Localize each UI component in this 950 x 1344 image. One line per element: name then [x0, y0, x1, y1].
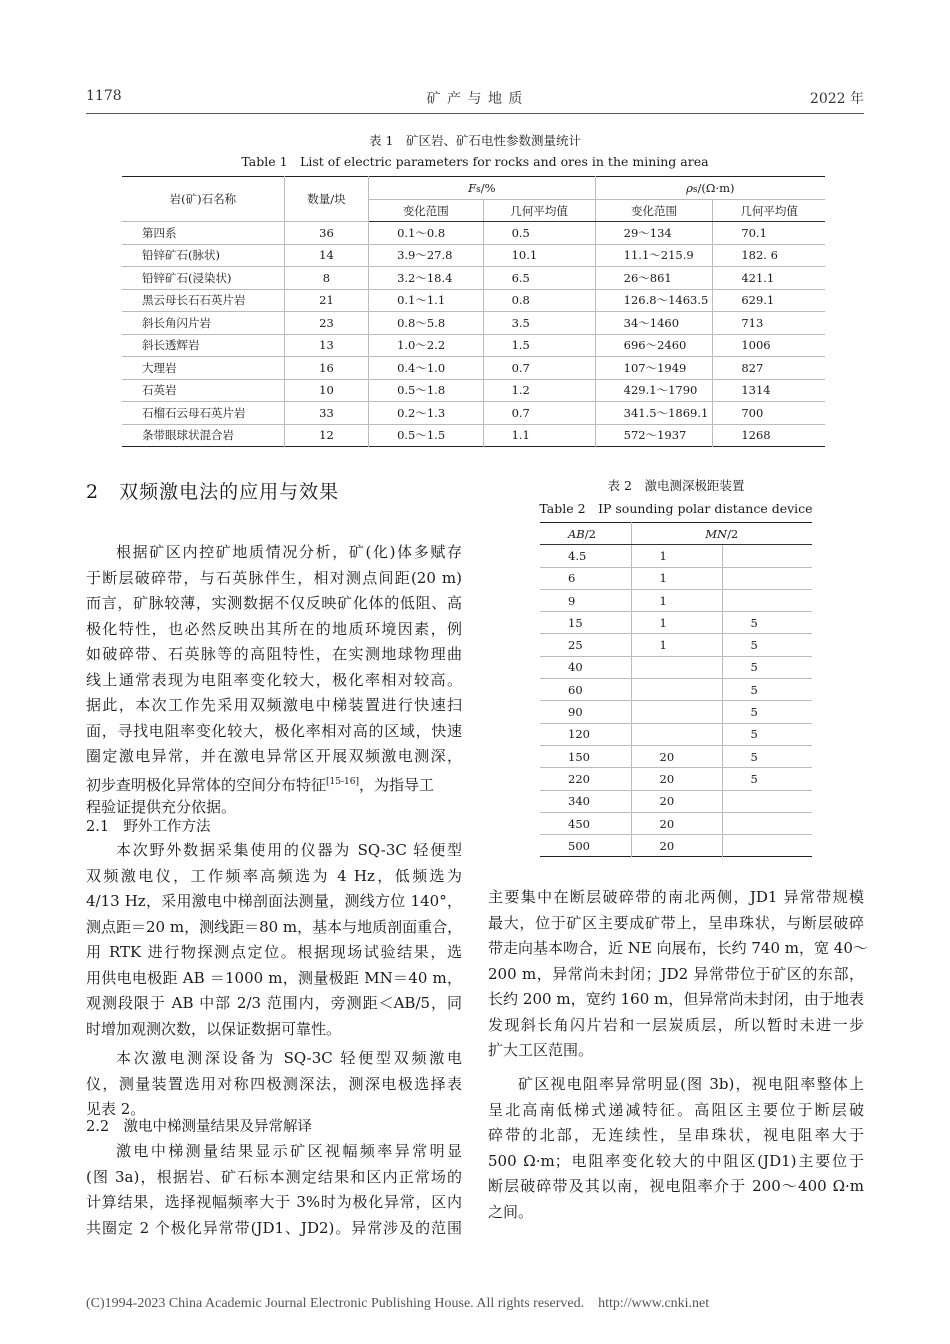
table-cell-mn-a: 20 — [631, 768, 722, 790]
text-line: 带走向基本吻合，近 NE 向展布，长约 740 m，宽 40～ — [488, 939, 868, 957]
result-paragraph — [86, 1139, 462, 1241]
table-cell-mn-b: 5 — [722, 612, 812, 634]
table-row — [540, 790, 812, 812]
text-segment: 初步查明极化异常体的空间分布特征 — [86, 775, 327, 794]
table-cell-name: 条带眼球状混合岩 — [142, 428, 234, 443]
table1-group-rho: ρs/(Ω·m) — [595, 177, 825, 200]
table-row — [540, 656, 812, 678]
copyright-text: (C)1994-2023 China Academic Journal Electronic Publishing House. All rights reserved. — [86, 1296, 585, 1311]
table-cell-count: 21 — [284, 289, 368, 312]
text-line: 仪，测量装置选用对称四极测深法，测深电极选择表 — [86, 1074, 462, 1093]
table-cell-mn-b — [722, 567, 812, 589]
text-line: 程验证提供充分依据。 — [86, 798, 237, 816]
table-cell-fs-mean: 1.2 — [483, 379, 595, 402]
publication-year: 2022 年 — [809, 91, 864, 107]
copyright-footer — [86, 1296, 709, 1312]
table-cell-count: 13 — [284, 334, 368, 357]
table-row — [540, 812, 812, 834]
table-cell-fs-mean: 6.5 — [483, 267, 595, 290]
table-cell-fs-range: 0.5～1.5 — [369, 424, 483, 447]
subsection-2-1-title: 2.1 野外工作方法 — [86, 819, 211, 835]
table-cell-ab: 500 — [568, 838, 590, 853]
table1-fs-range-header: 变化范围 — [369, 200, 483, 222]
table2-col-mn: MN/2 — [631, 523, 812, 545]
table-row — [540, 723, 812, 745]
table-cell-mn-a: 20 — [631, 812, 722, 834]
table-row — [122, 402, 825, 425]
table-cell-rho-mean: 629.1 — [713, 289, 825, 312]
table-cell-fs-range: 0.4～1.0 — [369, 357, 483, 380]
text-line: 200 m，异常尚未封闭；JD2 异常带位于矿区的东部， — [488, 964, 864, 983]
sounding-paragraph — [86, 1046, 462, 1123]
table1-group-fs: Fs/% — [369, 177, 596, 200]
table1-caption-cn: 表 1 矿区岩、矿石电性参数测量统计 — [369, 133, 581, 148]
citation: [15-16] — [326, 776, 359, 787]
table-cell-mn-a: 1 — [631, 634, 722, 656]
text-line: 见表 2。 — [86, 1100, 146, 1118]
table-cell-rho-range: 29～134 — [595, 222, 713, 245]
table-cell-rho-range: 429.1～1790 — [595, 379, 713, 402]
field-method-paragraph — [86, 838, 462, 1042]
subsection-2-2-title: 2.2 激电中梯测量结果及异常解译 — [86, 1119, 313, 1135]
table-cell-fs-mean: 1.1 — [483, 424, 595, 447]
resistivity-paragraph — [488, 1072, 864, 1225]
table-cell-mn-a — [631, 701, 722, 723]
table-cell-count: 10 — [284, 379, 368, 402]
text-line: 矿区视电阻率异常明显(图 3b)，视电阻率整体上 — [518, 1075, 864, 1093]
table-row — [540, 589, 812, 611]
cnki-link[interactable]: http://www.cnki.net — [598, 1296, 710, 1311]
table-row — [540, 545, 812, 567]
table1-rho-range-header: 变化范围 — [595, 200, 713, 222]
table-row — [540, 701, 812, 723]
text-line: 圈定激电异常，并在激电异常区开展双频激电测深， — [86, 747, 462, 765]
text-line: 扩大工区范围。 — [488, 1041, 594, 1059]
section-2-title: 2 双频激电法的应用与效果 — [86, 481, 340, 503]
table-cell-ab: 40 — [540, 656, 631, 678]
table-cell-ab: 120 — [540, 723, 631, 745]
table-cell-fs-range: 1.0～2.2 — [369, 334, 483, 357]
text-line: 双频激电仪，工作频率高频选为 4 Hz，低频选为 — [86, 866, 462, 885]
text-line: 根据矿区内控矿地质情况分析，矿(化)体多赋存 — [116, 543, 462, 561]
table-cell-mn-b — [722, 545, 812, 567]
page-number: 1178 — [86, 88, 122, 104]
table-cell-count: 8 — [284, 267, 368, 290]
table-cell-rho-mean: 70.1 — [713, 222, 825, 245]
text-line: 呈北高南低梯式递减特征。高阻区主要位于断层破 — [488, 1100, 864, 1119]
text-line: 而言，矿脉较薄，实测数据不仅反映矿化体的低阻、高 — [86, 594, 462, 612]
table-cell-fs-range: 0.1～1.1 — [369, 289, 483, 312]
table-cell-mn-a: 20 — [631, 835, 722, 857]
text-line: 发现斜长角闪片岩和一层炭质层，所以暂时未进一步 — [488, 1015, 864, 1034]
table-cell-rho-range: 107～1949 — [595, 357, 713, 380]
table1-col-name: 岩(矿)石名称 — [122, 177, 284, 222]
ip-sounding-device-table — [540, 522, 812, 857]
table-cell-fs-range: 0.5～1.8 — [369, 379, 483, 402]
table-cell-ab: 9 — [540, 589, 631, 611]
table-row — [122, 334, 825, 357]
text-line: 极化特性，也必然反映出其所在的地质环境因素，例 — [86, 619, 462, 638]
table-cell-mn-a: 1 — [631, 612, 722, 634]
table2-caption-en: Table 2 IP sounding polar distance device — [539, 501, 813, 516]
text-line: 本次激电测深设备为 SQ-3C 轻便型双频激电 — [116, 1049, 462, 1067]
table-row — [540, 634, 812, 656]
table-row — [540, 835, 812, 857]
table-cell-count: 23 — [284, 312, 368, 335]
electric-parameters-table — [122, 176, 825, 447]
table-row — [122, 312, 825, 335]
table-cell-ab: 60 — [540, 679, 631, 701]
table-cell-fs-mean: 3.5 — [483, 312, 595, 335]
table-cell-rho-mean: 1006 — [713, 334, 825, 357]
table-cell-name: 斜长透辉岩 — [122, 334, 284, 357]
table-cell-mn-b — [722, 790, 812, 812]
text-line: 测点距＝20 m，测线距＝80 m，基本与地质剖面重合， — [86, 917, 463, 936]
table1-header-row — [122, 177, 825, 200]
table-cell-mn-b: 5 — [722, 745, 812, 767]
table-cell-mn-a: 1 — [631, 545, 722, 567]
table-cell-count: 12 — [284, 424, 368, 447]
table-cell-rho-range: 26～861 — [595, 267, 713, 290]
table-cell-rho-range: 11.1～215.9 — [595, 244, 713, 267]
table-cell-rho-range: 341.5～1869.1 — [595, 402, 713, 425]
table-cell-ab: 25 — [540, 634, 631, 656]
table-cell-fs-mean: 0.5 — [483, 222, 595, 245]
text-line: 本次野外数据采集使用的仪器为 SQ-3C 轻便型 — [116, 841, 462, 859]
table-cell-mn-b — [722, 589, 812, 611]
table-cell-ab: 90 — [540, 701, 631, 723]
table-cell-name: 黑云母长石石英片岩 — [122, 289, 284, 312]
table-row — [122, 424, 825, 447]
table-cell-ab: 150 — [540, 745, 631, 767]
table-row — [122, 267, 825, 290]
table1-caption-en: Table 1 List of electric parameters for rocks and ores in the mining area — [241, 154, 709, 169]
table-row — [122, 244, 825, 267]
table-cell-fs-mean: 0.7 — [483, 357, 595, 380]
table1-fs-mean-header: 几何平均值 — [483, 200, 595, 222]
table-cell-mn-b: 5 — [722, 656, 812, 678]
table-row — [122, 357, 825, 380]
table-cell-ab: 220 — [540, 768, 631, 790]
table-cell-mn-b: 5 — [722, 723, 812, 745]
text-line: 线上通常表现为电阻率变化较大，极化率相对较高。 — [86, 670, 462, 689]
text-line: 长约 200 m，宽约 160 m，但异常尚未封闭，由于地表 — [488, 990, 864, 1008]
table-row — [540, 679, 812, 701]
table-cell-name: 大理岩 — [122, 357, 284, 380]
table-row — [122, 289, 825, 312]
table-cell-mn-b — [722, 835, 812, 857]
text-line: 时增加观测次数，以保证数据可靠性。 — [86, 1019, 342, 1038]
table-cell-rho-mean: 827 — [713, 357, 825, 380]
table-cell-ab: 340 — [540, 790, 631, 812]
table1-col-count: 数量/块 — [284, 177, 368, 222]
table-cell-mn-b: 5 — [722, 679, 812, 701]
table-cell-rho-mean: 421.1 — [713, 267, 825, 290]
text-line: 最大，位于矿区主要成矿带上，呈串珠状，与断层破碎 — [488, 913, 864, 932]
table-row — [122, 379, 825, 402]
table2-caption-cn: 表 2 激电测深极距装置 — [607, 478, 745, 493]
table-row — [540, 567, 812, 589]
text-line: 面，寻找电阻率变化较大，极化率相对高的区域，快速 — [86, 721, 462, 740]
text-line: 于断层破碎带，与石英脉伴生，相对测点间距(20 m) — [86, 568, 462, 587]
table-cell-count: 16 — [284, 357, 368, 380]
text-line: 观测段限于 AB 中部 2/3 范围内，旁测距＜AB/5，同 — [86, 994, 462, 1012]
table-cell-rho-mean: 1268 — [713, 424, 825, 447]
intro-paragraph — [86, 540, 462, 821]
table-cell-name: 石榴石云母石英片岩 — [122, 402, 284, 425]
table-cell-fs-mean: 10.1 — [483, 244, 595, 267]
table2-col-ab: AB/2 — [540, 523, 631, 545]
text-line: 用 RTK 进行物探测点定位。根据现场试验结果，选 — [86, 943, 462, 961]
table-row — [540, 745, 812, 767]
text-line: 计算结果，选择视幅频率大于 3%时为极化异常，区内 — [86, 1193, 462, 1211]
table-cell-ab: 6 — [540, 567, 631, 589]
header-rule — [86, 113, 864, 114]
table2-header-row — [540, 523, 812, 545]
table-cell-fs-range: 0.2～1.3 — [369, 402, 483, 425]
table-cell-fs-mean: 0.8 — [483, 289, 595, 312]
table-cell-count: 36 — [284, 222, 368, 245]
table-cell-fs-range: 0.8～5.8 — [369, 312, 483, 335]
table-cell-rho-mean: 1314 — [713, 379, 825, 402]
table-cell-fs-mean: 0.7 — [483, 402, 595, 425]
table-cell-fs-range: 3.9～27.8 — [369, 244, 483, 267]
table-cell-mn-a — [631, 679, 722, 701]
table-cell-name: 铅锌矿石(脉状) — [122, 244, 284, 267]
text-segment: ，为指导工 — [358, 775, 434, 794]
table-cell-rho-range: 126.8～1463.5 — [595, 289, 713, 312]
table-cell-fs-range: 3.2～18.4 — [369, 267, 483, 290]
text-line: 激电中梯测量结果显示矿区视幅频率异常明显 — [116, 1142, 462, 1160]
text-line: 之间。 — [488, 1202, 534, 1221]
text-line: 共圈定 2 个极化异常带(JD1、JD2)。异常涉及的范围 — [86, 1218, 462, 1237]
table-cell-rho-mean: 182. 6 — [713, 244, 825, 267]
table-cell-mn-a: 1 — [631, 567, 722, 589]
table-cell-count: 33 — [284, 402, 368, 425]
table-cell-fs-range: 0.1～0.8 — [369, 222, 483, 245]
text-line: 断层破碎带及其以南，视电阻率介于 200～400 Ω·m — [488, 1177, 864, 1195]
table-cell-name: 石英岩 — [122, 379, 284, 402]
text-line — [86, 770, 462, 796]
table-cell-mn-b — [722, 812, 812, 834]
table-cell-fs-mean: 1.5 — [483, 334, 595, 357]
table-cell-rho-range: 34～1460 — [595, 312, 713, 335]
table-cell-ab: 15 — [540, 612, 631, 634]
anomaly-paragraph — [488, 885, 868, 1064]
table-cell-mn-a: 20 — [631, 790, 722, 812]
table-cell-rho-mean: 713 — [713, 312, 825, 335]
text-line: 如破碎带、石英脉等的高阻特性，在实测地球物理曲 — [86, 645, 462, 663]
journal-name: 矿 产 与 地 质 — [426, 91, 524, 107]
table-row — [122, 222, 825, 245]
table-cell-mn-a: 20 — [631, 745, 722, 767]
text-line: 主要集中在断层破碎带的南北两侧，JD1 异常带规模 — [488, 888, 864, 906]
text-line: 用供电电极距 AB ＝1000 m，测量极距 MN＝40 m， — [86, 968, 462, 987]
table-cell-name: 第四系 — [122, 222, 284, 245]
text-line: 4/13 Hz，采用激电中梯剖面法测量，测线方位 140°， — [86, 892, 462, 910]
table-cell-mn-b: 5 — [722, 768, 812, 790]
table1-rho-mean-header: 几何平均值 — [713, 200, 825, 222]
table-row — [540, 768, 812, 790]
table-cell-mn-a — [631, 723, 722, 745]
table-cell-mn-a: 1 — [631, 589, 722, 611]
table-cell-ab: 4.5 — [540, 545, 631, 567]
table-cell-name: 铅锌矿石(浸染状) — [122, 267, 284, 290]
table-cell-rho-range: 572～1937 — [595, 424, 713, 447]
table-cell-mn-b: 5 — [722, 634, 812, 656]
table-row — [540, 612, 812, 634]
text-line: 据此，本次工作先采用双频激电中梯装置进行快速扫 — [86, 696, 462, 714]
text-line: (图 3a)，根据岩、矿石标本测定结果和区内正常场的 — [86, 1167, 462, 1186]
table-cell-mn-b: 5 — [722, 701, 812, 723]
table-cell-rho-range: 696～2460 — [595, 334, 713, 357]
table-cell-mn-a — [631, 656, 722, 678]
table-cell-rho-mean: 700 — [713, 402, 825, 425]
table-cell-ab: 450 — [540, 812, 631, 834]
text-line: 500 Ω·m；电阻率变化较大的中阻区(JD1)主要位于 — [488, 1151, 864, 1170]
text-line: 碎带的北部，无连续性，呈串珠状，视电阻率大于 — [488, 1126, 864, 1144]
table-cell-name: 斜长角闪片岩 — [122, 312, 284, 335]
table-cell-count: 14 — [284, 244, 368, 267]
